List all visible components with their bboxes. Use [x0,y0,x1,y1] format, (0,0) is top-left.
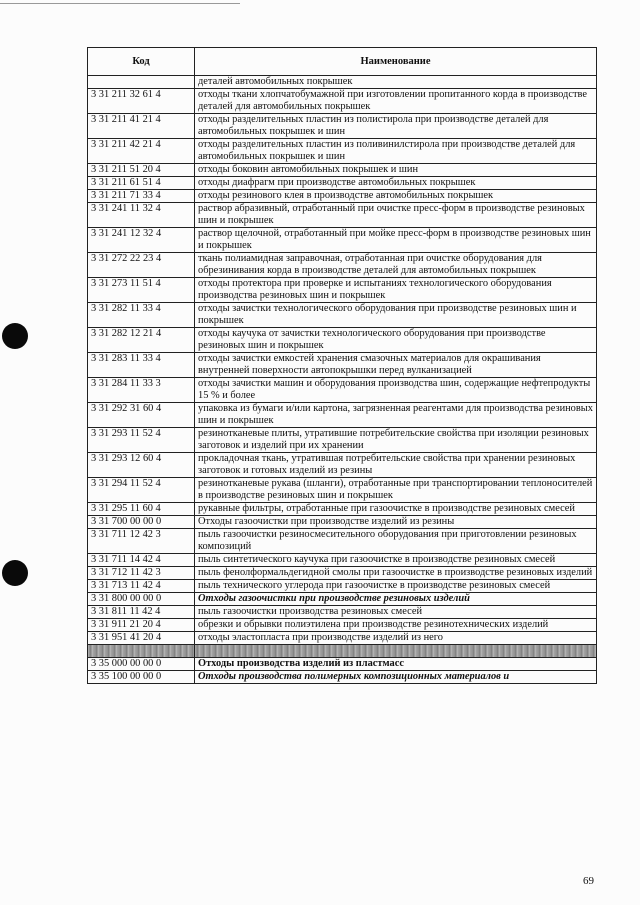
table-row [88,328,597,353]
table-row [88,554,597,567]
row-name [195,645,597,658]
top-margin-line [0,3,240,4]
row-name: резинотканевые плиты, утратившие потребительские свойства при изоляции резиновых заготовок и изделий при их хранении [195,428,597,453]
table-row [88,478,597,503]
row-code [88,76,195,89]
row-name: рукавные фильтры, отработанные при газоочистке в производстве резиновых смесей [195,503,597,516]
table-row [88,403,597,428]
row-name: ткань полиамидная заправочная, отработанная при очистке оборудования для обрезинивания корда в производстве деталей для автомобильных покрышек [195,253,597,278]
table-row [88,164,597,177]
table-row [88,203,597,228]
table-row [88,303,597,328]
row-name: отходы разделительных пластин из полистирола при производстве деталей для автомобильных покрышек и шин [195,114,597,139]
binder-hole-top [2,323,28,349]
row-code: 3 31 712 11 42 3 [88,567,195,580]
code-column-header: Код [88,48,195,76]
row-name: отходы диафрагм при производстве автомобильных покрышек [195,177,597,190]
row-code: 3 31 211 42 21 4 [88,139,195,164]
row-code: 3 31 211 51 20 4 [88,164,195,177]
row-code: 3 31 293 12 60 4 [88,453,195,478]
row-code: 3 31 211 32 61 4 [88,89,195,114]
table-row [88,228,597,253]
row-name: отходы каучука от зачистки технологического оборудования при производстве резиновых шин и покрышек [195,328,597,353]
row-name: отходы зачистки машин и оборудования производства шин, содержащие нефтепродукты 15 % и более [195,378,597,403]
table-row [88,190,597,203]
row-name: отходы разделительных пластин из поливинилстирола при производстве деталей для автомобильных покрышек и шин [195,139,597,164]
table-row [88,658,597,671]
row-code [88,645,195,658]
row-code: 3 31 294 11 52 4 [88,478,195,503]
row-code: 3 31 911 21 20 4 [88,619,195,632]
row-code: 3 31 811 11 42 4 [88,606,195,619]
row-code: 3 31 241 12 32 4 [88,228,195,253]
table-row [88,593,597,606]
table-row [88,253,597,278]
table-row [88,453,597,478]
row-code: 3 31 272 22 23 4 [88,253,195,278]
table-row [88,516,597,529]
row-name: отходы эластопласта при производстве изделий из него [195,632,597,645]
row-code: 3 31 211 61 51 4 [88,177,195,190]
row-name: прокладочная ткань, утратившая потребительские свойства при хранении резиновых заготовок и готовых изделий из резины [195,453,597,478]
row-name: резинотканевые рукава (шланги), отработанные при транспортировании теплоносителей в производстве резиновых шин и покрышек [195,478,597,503]
row-code: 3 31 711 12 42 3 [88,529,195,554]
row-name: отходы ткани хлопчатобумажной при изготовлении пропитанного корда в производстве деталей для автомобильных покрышек [195,89,597,114]
table-row [88,567,597,580]
row-name: пыль фенолформальдегидной смолы при газоочистке в производстве резиновых изделий [195,567,597,580]
table-row [88,503,597,516]
row-code: 3 31 800 00 00 0 [88,593,195,606]
row-name: пыль газоочистки производства резиновых смесей [195,606,597,619]
row-name: упаковка из бумаги и/или картона, загрязненная реагентами для производства резиновых шин и покрышек [195,403,597,428]
table-row [88,671,597,684]
row-code: 3 31 711 14 42 4 [88,554,195,567]
row-code: 3 31 273 11 51 4 [88,278,195,303]
row-name: Отходы производства изделий из пластмасс [195,658,597,671]
row-name: отходы резинового клея в производстве автомобильных покрышек [195,190,597,203]
waste-classification-table [87,47,597,684]
row-name: Отходы газоочистки при производстве резиновых изделий [195,593,597,606]
row-code: 3 31 282 11 33 4 [88,303,195,328]
table-row [88,428,597,453]
row-name: обрезки и обрывки полиэтилена при производстве резинотехнических изделий [195,619,597,632]
page-number: 69 [583,875,594,887]
table-row [88,580,597,593]
table-row [88,139,597,164]
section-separator [88,645,597,658]
table-row [88,606,597,619]
table-row [88,353,597,378]
row-name: Отходы производства полимерных композиционных материалов и [195,671,597,684]
row-code: 3 31 700 00 00 0 [88,516,195,529]
row-name: деталей автомобильных покрышек [195,76,597,89]
row-code: 3 35 000 00 00 0 [88,658,195,671]
row-name: раствор щелочной, отработанный при мойке пресс-форм в производстве резиновых шин и покрышек [195,228,597,253]
row-name: отходы зачистки технологического оборудования при производстве резиновых шин и покрышек [195,303,597,328]
table-row [88,632,597,645]
row-code: 3 31 241 11 32 4 [88,203,195,228]
row-code: 3 31 211 41 21 4 [88,114,195,139]
name-column-header: Наименование [195,48,597,76]
table-row [88,529,597,554]
row-code: 3 31 292 31 60 4 [88,403,195,428]
row-code: 3 31 283 11 33 4 [88,353,195,378]
row-code: 3 35 100 00 00 0 [88,671,195,684]
row-name: Отходы газоочистки при производстве изделий из резины [195,516,597,529]
table-row [88,378,597,403]
table-body [88,76,597,684]
table-row [88,278,597,303]
row-code: 3 31 713 11 42 4 [88,580,195,593]
row-code: 3 31 282 12 21 4 [88,328,195,353]
row-code: 3 31 284 11 33 3 [88,378,195,403]
row-name: пыль газоочистки резиносмесительного оборудования при приготовлении резиновых композиций [195,529,597,554]
table-row [88,114,597,139]
row-name: отходы протектора при проверке и испытаниях технологического оборудования производства резиновых шин и покрышек [195,278,597,303]
row-name: отходы боковин автомобильных покрышек и шин [195,164,597,177]
row-name: пыль технического углерода при газоочистке в производстве резиновых смесей [195,580,597,593]
row-code: 3 31 293 11 52 4 [88,428,195,453]
row-name: раствор абразивный, отработанный при очистке пресс-форм в производстве резиновых шин и покрышек [195,203,597,228]
row-code: 3 31 295 11 60 4 [88,503,195,516]
row-name: пыль синтетического каучука при газоочистке в производстве резиновых смесей [195,554,597,567]
table-row [88,177,597,190]
row-name: отходы зачистки емкостей хранения смазочных материалов для окрашивания внутренней поверхности автопокрышки перед вулканизацией [195,353,597,378]
row-code: 3 31 951 41 20 4 [88,632,195,645]
table-row [88,89,597,114]
table-header-row [88,48,597,76]
table-row [88,619,597,632]
table-row [88,76,597,89]
binder-hole-bottom [2,560,28,586]
row-code: 3 31 211 71 33 4 [88,190,195,203]
